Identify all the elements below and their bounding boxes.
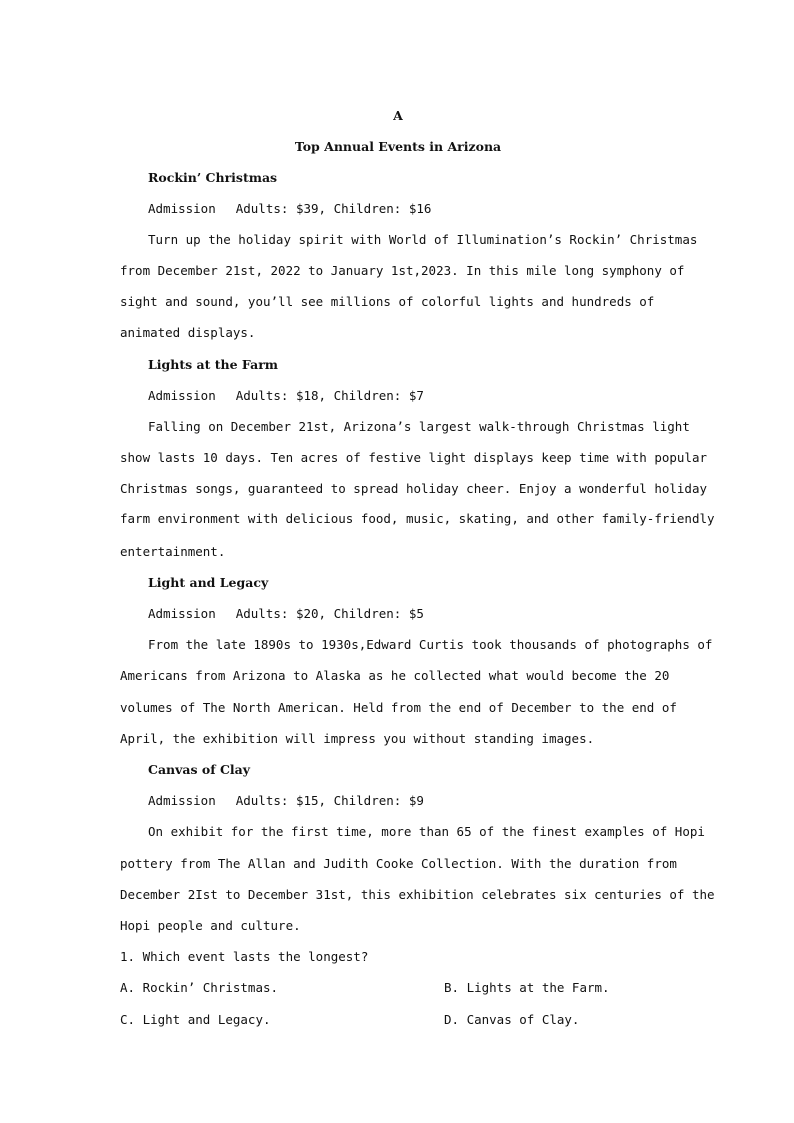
option-c: C. Light and Legacy. <box>120 1012 271 1027</box>
event-text-line: Turn up the holiday spirit with World of Illumination’s Rockin’ Christmas <box>148 232 698 247</box>
event-text-line: December 2Ist to December 31st, this exhibition celebrates six centuries of the <box>120 887 715 902</box>
admission-prices: Adults: $15, Children: $9 <box>235 793 424 808</box>
event-text-line: from December 21st, 2022 to January 1st,2023. In this mile long symphony of <box>120 263 685 278</box>
event-text-line: animated displays. <box>120 325 256 340</box>
option-a: A. Rockin’ Christmas. <box>120 980 279 995</box>
admission-label: Admission <box>148 388 216 403</box>
admission-prices: Adults: $39, Children: $16 <box>235 201 432 216</box>
event-text-line: entertainment. <box>120 544 226 559</box>
event-text-line: April, the exhibition will impress you without standing images. <box>120 731 595 746</box>
event-text-line: show lasts 10 days. Ten acres of festive light displays keep time with popular <box>120 450 707 465</box>
page-title: Top Annual Events in Arizona <box>294 139 502 154</box>
event-text-line: sight and sound, you’ll see millions of colorful lights and hundreds of <box>120 294 655 309</box>
admission-prices: Adults: $20, Children: $5 <box>235 606 424 621</box>
event-heading: Lights at the Farm <box>148 357 279 372</box>
option-d: D. Canvas of Clay. <box>444 1012 580 1027</box>
event-text-line: Americans from Arizona to Alaska as he collected what would become the 20 <box>120 668 670 683</box>
event-text-line: On exhibit for the first time, more than 65 of the finest examples of Hopi <box>148 824 705 839</box>
event-text-line: Hopi people and culture. <box>120 918 301 933</box>
admission-label: Admission <box>148 201 216 216</box>
section-letter: A <box>393 108 403 123</box>
event-text-line: volumes of The North American. Held from the end of December to the end of <box>120 700 677 715</box>
event-text-line: farm environment with delicious food, music, skating, and other family-friendly <box>120 511 715 526</box>
event-text-line: Christmas songs, guaranteed to spread holiday cheer. Enjoy a wonderful holiday <box>120 481 707 496</box>
question-stem: 1. Which event lasts the longest? <box>120 949 369 964</box>
event-heading: Rockin’ Christmas <box>148 170 278 185</box>
admission-label: Admission <box>148 606 216 621</box>
option-b: B. Lights at the Farm. <box>444 980 610 995</box>
event-heading: Light and Legacy <box>148 575 269 590</box>
admission-prices: Adults: $18, Children: $7 <box>235 388 424 403</box>
event-heading: Canvas of Clay <box>148 762 251 777</box>
event-text-line: Falling on December 21st, Arizona’s largest walk-through Christmas light <box>148 419 690 434</box>
event-admission <box>148 793 424 809</box>
event-admission <box>148 388 424 404</box>
event-admission <box>148 606 424 622</box>
event-text-line: From the late 1890s to 1930s,Edward Curtis took thousands of photographs of <box>148 637 713 652</box>
admission-label: Admission <box>148 793 216 808</box>
event-admission <box>148 201 431 217</box>
event-text-line: pottery from The Allan and Judith Cooke Collection. With the duration from <box>120 856 677 871</box>
